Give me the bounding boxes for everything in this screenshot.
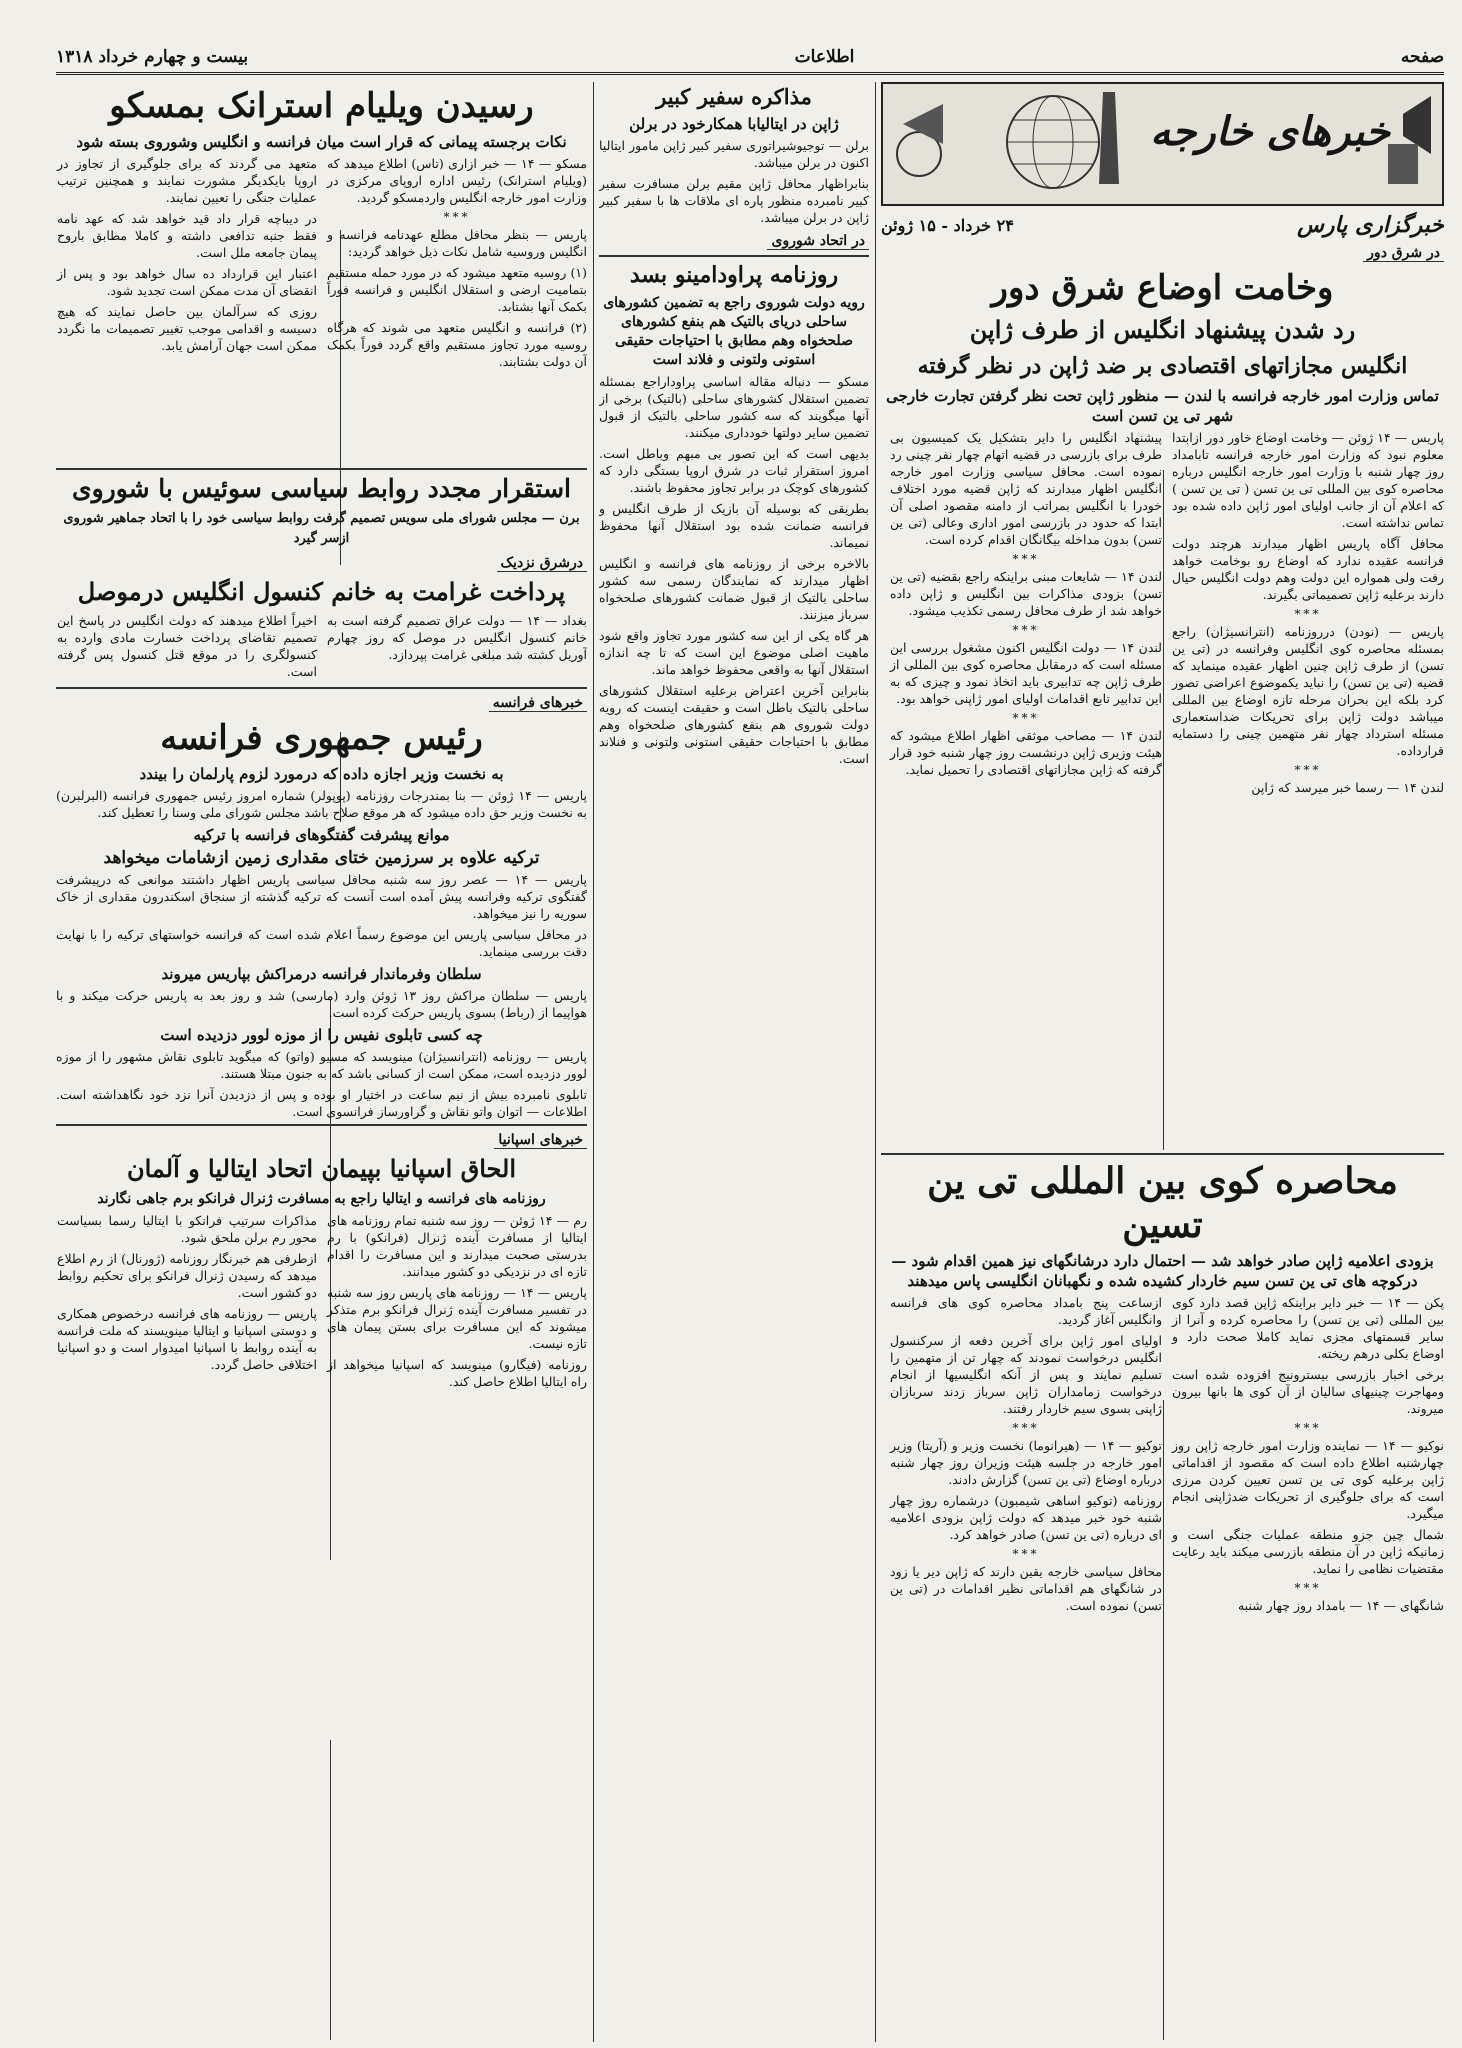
section-label: در اتحاد شوروی	[767, 233, 869, 250]
paragraph: لندن ۱۴ — شایعات مبنی براینکه راجع بقضیه (تی ین تسن) بزودی مذاکرات بین انگلیس و ژاپن داده خواهد شد از طرف محافل رسمی تکذیب میشود.	[890, 569, 1163, 618]
separator: ***	[1294, 1581, 1322, 1595]
paragraph: پاریس — سلطان مراکش روز ۱۳ ژوئن وارد (مارسی) شد و روز بعد به پاریس حرکت میکند و با هواپیما از (رباط) بسوی پاریس حرکت کرده است.	[56, 988, 587, 1020]
separator: ***	[1012, 552, 1040, 566]
paragraph: بنابراظهار محافل ژاپن مقیم برلن مسافرت سفیر کبیر نامبرده منظور پاره ای ملاقات ها با سفیر کبیر ژاپن در برلن میباشد.	[599, 176, 869, 225]
separator: ***	[443, 210, 471, 224]
headline-envoy: مذاکره سفیر کبیر	[656, 84, 812, 109]
subheadline: روزنامه های فرانسه و ایتالیا راجع به مسافرت ژنرال فرانکو برم جاهی نگارند	[97, 1191, 546, 1207]
subheadline: انگلیس مجازاتهای اقتصادی بر ضد ژاپن در نظر گرفته	[917, 353, 1408, 379]
paragraph: پکن — ۱۴ — خبر دایر براینکه ژاپن قصد دارد کوی بین المللی (تی ین تسن) را محاصره کرده و آنرا از سایر قسمتهای مجزی نماید کاملا صحت دارد و اوضاع بکلی درهم ریخته.	[1172, 1295, 1444, 1361]
dateline-row	[881, 212, 1444, 238]
separator: ***	[1294, 1421, 1322, 1435]
paragraph: پاریس — ۱۴ ژوئن — وخامت اوضاع خاور دور ازابتدا معلوم نبود که وزارت امور خارجه فرانسه تابامداد روز چهار شنبه با وزارت امور خارجه انگلیس درباره محاصره کوی بین المللی تی ین تسن ( تی ین تسن ) که اعلام آن از جانب اولیای امور ژاپن داده شده بود تماس نداشته است.	[1172, 430, 1444, 530]
headline-france: رئیس جمهوری فرانسه	[160, 718, 483, 758]
paragraph: اخیراً اطلاع میدهند که دولت انگلیس در پاسخ این تصمیم تقاضای پرداخت خسارت مادی وارده به کنسولگری را در موقع قتل کنسول پس گرفته است.	[57, 613, 317, 679]
section-rule	[881, 1153, 1444, 1155]
paragraph: متعهد می گردند که برای جلوگیری از تجاوز در اروپا بایکدیگر مشورت نمایند و همچنین ترتیب عملیات جنگی را تعیین نمایند.	[57, 156, 317, 205]
article-column	[890, 1294, 1162, 1618]
paragraph: بدیهی است که این تصور بی مبهم وباطل است. امروز استقرار ثبات در شرق اروپا بستگی دارد که کشورهای کوچک در برابر تجاوز محفوظ باشند.	[599, 446, 869, 495]
paragraph: مسکو — دنباله مقاله اساسی پراوداراجع بمسئله تضمین استقلال کشورهای ساحلی (بالتیک) برخی از آنها میگویند که سه کشور ساحلی بالتیک از قبول تضمین سایر دولتها خودداری میکنند.	[599, 374, 869, 440]
headline-tientsin: محاصره کوی بین المللی تی ین تسین	[927, 1160, 1398, 1246]
strang-body	[56, 155, 587, 465]
subheadline: به نخست وزیر اجازه داده که درمورد لزوم پارلمان را بیندد	[139, 765, 504, 783]
paragraph: نوکیو — ۱۴ — نماینده وزارت امور خارجه ژاپن روز چهارشنبه اطلاع داده است که مقصود از اقداماتی ژاپن برعلیه کوی تی ین تسن تعیین کردن مرزی است که برای جلوگیری از تحریکات ضدژاپنی انجام میگیرد.	[1172, 1438, 1444, 1521]
paragraph: بطریقی که بوسیله آن بازیک از طرف انگلیس و فرانسه ضمانت شده بود استقلال آنها محفوظ نمیماند.	[599, 501, 869, 550]
paragraph: تابلوی نامبرده بیش از نیم ساعت در اختیار او بوده و پس از دزدیدن آنرا نزد خود نگاهداشته است. اطلاعات — اتوان واتو نقاش و گراورساز فرانسوی است.	[56, 1087, 587, 1119]
section-rule	[56, 1124, 587, 1126]
subheadline: چه کسی تابلوی نفیس را از موزه لوور دزدیده است	[160, 1026, 483, 1044]
paragraph: بغداد — ۱۴ — دولت عراق تصمیم گرفته است به خانم کنسول انگلیس در موصل که روز چهارم آوریل کشته شد مبلغی غرامت بپردازد.	[327, 613, 587, 662]
foreign-news-banner	[881, 82, 1444, 206]
subheadline: سلطان وفرماندار فرانسه درمراکش بپاریس میروند	[161, 965, 482, 983]
paragraph: پاریس — ۱۴ — روزنامه های پاریس روز سه شنبه در تفسیر مسافرت آینده ژنرال فرانکو برم متذکر میشوند که این مسافرت برای بستن پیمان های تازه نیست.	[327, 1285, 587, 1351]
separator: ***	[1012, 711, 1040, 725]
section-rule	[599, 255, 869, 257]
subheadline: نکات برجسته پیمانی که قرار است میان فرانسه و انگلیس وشوروی بسته شود	[76, 133, 567, 151]
article-column	[57, 155, 317, 465]
section-label: خبرهای اسپانیا	[494, 1132, 587, 1149]
headline-strang: رسیدن ویلیام استرانک بمسکو	[109, 86, 534, 126]
paragraph: لندن ۱۴ — رسما خبر میرسد که ژاپن	[1251, 780, 1444, 795]
subheadline: رویه دولت شوروی راجع به تضمین کشورهای ساحلی دریای بالتیک هم بنفع کشورهای صلحخواه وهم مطابق با احتیاجات حقیقی استونی ولتونی و فلاند است	[603, 295, 865, 368]
paragraph: بنابراین آخرین اعتراض برعلیه استقلال کشورهای ساحلی بالتیک باطل است و حقیقت اینست که رویه دولت شوروی هم بنفع کشورهای صلحخواه وهم مطابق با احتیاجات حقیقی استونی ولتونی و فنلاند است.	[599, 683, 869, 766]
subheadline: رد شدن پیشنهاد انگلیس از طرف ژاپن	[969, 315, 1356, 344]
article-column	[57, 612, 317, 684]
paragraph: محافل سیاسی خارجه یقین دارند که ژاپن دیر یا زود در شانگهای هم اقداماتی نظیر اقدامات در (تی ین تسن) نموده است.	[890, 1564, 1162, 1613]
foreign-news-section	[881, 82, 1444, 2042]
spain-body	[56, 1212, 587, 1394]
paragraph: لندن ۱۴ — دولت انگلیس اکنون مشغول بررسی این مسئله است که درمقابل محاصره کوی بین المللی از طرف ژاپن چه تدابیری باید اتخاذ نمود و چیزی که به این تدابیر تابع اقدامات اولیای امور ژاپنی خواهد بود.	[890, 640, 1162, 706]
column-rule	[875, 82, 876, 2042]
masthead	[56, 42, 1444, 75]
separator: ***	[1294, 607, 1322, 621]
article-column	[57, 1212, 317, 1394]
subheadline: ترکیه علاوه بر سرزمین ختای مقداری زمین ازشامات میخواهد	[103, 848, 540, 868]
headline-spain: الحاق اسپانیا بپیمان اتحاد ایتالیا و آلمان	[126, 1154, 517, 1183]
section-label: در شرق دور	[1363, 245, 1444, 262]
paragraph: روزنامه (توکیو اساهی شیمبون) درشماره روز چهار شنبه خود خبر میدهد که دولت ژاپن بزودی اعلامیه ای درباره (تی ین تسن) صادر خواهد کرد.	[890, 1493, 1162, 1542]
column-rule	[593, 82, 594, 2042]
article-column	[327, 155, 587, 465]
separator: ***	[1012, 1421, 1040, 1435]
paragraph: در دیباچه قرار داد قید خواهد شد که عهد نامه فقط جنبه تدافعی داشته و کاملا مطابق باروح پیمان جامعه ملل است.	[57, 211, 317, 260]
paragraph: در محافل سیاسی پاریس این موضوع رسماً اعلام شده است که فرانسه خواستهای ترکیه را با نهایت دقت بررسی مینماید.	[56, 927, 587, 959]
dateline: ۲۴ خرداد - ۱۵ ژوئن	[881, 215, 1014, 235]
subheadline: ژاپن در ایتالیابا همکارخود در برلن	[629, 115, 839, 133]
headline-far-east: وخامت اوضاع شرق دور	[991, 268, 1334, 308]
middle-column	[599, 82, 869, 2042]
mosul-body	[56, 612, 587, 684]
paragraph: پاریس — (نودن) درروزنامه (انترانسیژان) راجع بمسئله محاصره کوی انگلیس وفرانسه در (تی ین تسن) از طرف ژاپن چنین اظهار عقیده مینماید که قضیه (تی ین تسن) را نباید یکموضوع اعراضی تصور کرد بلکه این بحران مرحله تازه اوضاع بین المللی میباشد دولت ژاپن برای تحریکات ضداستعماری مسئله استرداد چهار نفر متهمین چینی را دستمایه قرارداده.	[1172, 624, 1444, 758]
article-column	[1172, 1294, 1444, 1618]
article-column	[327, 612, 587, 684]
paragraph: پیشنهاد انگلیس را دایر بتشکیل یک کمیسیون بی طرف برای بازرسی در قضیه اتهام چهار نفر چینی رد نموده است. محافل سیاسی وزارت امور خارجه انگلیس اظهار میدارند که ژاپن قضیه مورد اختلاف خودرا با انگلیس بمراتب از دامنه مقصود اصلی آن ابتدا که حدود در بازرسی امور اداری وعالی (تی ین تسن) بدون مداخله بیگانگان اقدام کرده است.	[890, 430, 1162, 547]
left-section	[56, 82, 587, 2042]
tientsin-body	[881, 1294, 1444, 1618]
paragraph: روزنامه (فیگارو) مینویسد که اسپانیا میخواهد از راه ایتالیا اطلاع حاصل کند.	[327, 1357, 587, 1389]
section-rule	[56, 687, 587, 689]
paragraph: ازطرفی هم خبرنگار روزنامه (ژورنال) از رم اطلاع میدهد که رسیدن ژنرال فرانکو برای تحکیم روابط دو کشور است.	[57, 1251, 317, 1300]
article-column	[327, 1212, 587, 1394]
article-column	[890, 429, 1162, 1149]
subheadline: موانع پیشرفت گفتگوهای فرانسه با ترکیه	[193, 826, 450, 844]
paragraph: هر گاه یکی از این سه کشور مورد تجاوز واقع شود ماهیت اصلی موضوع این است که تا چه اندازه استقلال آنها به واقعی محفوظ خواهد ماند.	[599, 628, 869, 677]
subheadline: تماس وزارت امور خارجه فرانسه با لندن — منظور ژاپن تحت نظر گرفتن تجارت خارجی شهر تی ین تسن است	[886, 387, 1439, 425]
section-label: درشرق نزدیک	[497, 555, 587, 572]
banner-title: خبرهای خارجه	[1150, 108, 1390, 155]
section-rule	[56, 468, 587, 470]
section-label: خبرهای فرانسه	[489, 695, 587, 712]
paragraph: پاریس — ۱۴ — عصر روز سه شنبه محافل سیاسی پاریس اظهار داشتند موانعی که درپیشرفت گفتگوی ترکیه وفرانسه پیش آمده است آنست که ترکیه گذشته از سنجاق اسکندرون مقداری از خاک سوریه را نیز میخواهد.	[56, 872, 587, 921]
headline-swiss: استقرار مجدد روابط سیاسی سوئیس با شوروی	[72, 474, 571, 503]
paragraph: برخی اخبار بازرسی بیسترونیج افزوده شده است ومهاجرت چینیهای سالیان از آن کوی ها بانها بیرون میروند.	[1172, 1367, 1444, 1416]
headline-mosul: پرداخت غرامت به خانم کنسول انگلیس درموصل	[77, 577, 566, 606]
separator: ***	[1012, 623, 1040, 637]
paragraph: شانگهای — ۱۴ — بامداد روز چهار شنبه	[1237, 1598, 1444, 1613]
paragraph: اعتبار این قرارداد ده سال خواهد بود و پس از انقضای آن مدت ممکن است تجدید شود.	[57, 266, 317, 298]
paragraph: مذاکرات سرتیپ فرانکو با ایتالیا رسما بسیاست محور رم برلن ملحق شود.	[57, 1213, 317, 1245]
paragraph: ازساعت پنج بامداد محاصره کوی های فرانسه وانگلیس آغاز گردید.	[890, 1295, 1162, 1327]
headline-pravda: روزنامه پراودامینو بسد	[629, 262, 839, 288]
paragraph: محافل آگاه پاریس اظهار میدارند هرچند دولت فرانسه عقیده ندارد که اوضاع رو بوخامت خواهد رفت ولی همواره این دولت وهم دولت انگلیس حیال دارند برعلیه ژاپن تصمیماتی بگیرند.	[1172, 536, 1444, 602]
separator: ***	[1294, 763, 1322, 777]
paragraph: روزی که سرآلمان بین حاصل نمایند که هیچ دسیسه و اقدامی موجب تغییر تصمیمات ما نگردد ممکن است جهان آرامش یابد.	[57, 304, 317, 353]
paragraph: (۲) فرانسه و انگلیس متعهد می شوند که هرگاه روسیه مورد تجاوز مستقیم واقع گردد فوراً بکمک آن دولت بشتابند.	[327, 320, 587, 369]
paragraph: پاریس — روزنامه های فرانسه درخصوص همکاری و دوستی اسپانیا و ایتالیا مینویسند که ملت فرانسه به آینده روابط با اسپانیا امیدوار است و دو اسپانیا اختلافی حاصل گردد.	[57, 1306, 317, 1372]
far-east-body	[881, 429, 1444, 1149]
separator: ***	[1012, 1547, 1040, 1561]
paper-name: اطلاعات	[794, 47, 855, 67]
paragraph: بالاخره برخی از روزنامه های فرانسه و انگلیس اظهار میدارند که نمایندگان رسمی سه کشور ساحلی بالتیک از قبول ضمانت کشورهای صلحخواه سرباز میزنند.	[599, 556, 869, 622]
paragraph: پاریس — روزنامه (انترانسیژان) مینویسد که مسیو (واتو) که میگوید تابلوی نقاش مشهور را از موزه لوور دزدیده است، ممکن است از کسانی باشد که به جنون مبتلا هستند.	[56, 1049, 587, 1081]
paragraph: رم — ۱۴ ژوئن — روز سه شنبه تمام روزنامه های ایتالیا از مسافرت آینده ژنرال (فرانکو) با رم بدرستی صحبت میدارند و این مسافرت را اقدام تازه ای در نزدیکی دو کشور میدانند.	[327, 1213, 587, 1279]
paragraph: برلن — توجیوشیراتوری سفیر کبیر ژاپن مامور ایتالیا اکنون در برلن میباشد.	[599, 138, 869, 170]
paragraph: توکیو — ۱۴ — (هیرانوما) نخست وزیر و (آریتا) وزیر امور خارجه در جلسه هیئت وزیران روز چهار شنبه درباره اوضاع (تی ین تسن) گزارش دادند.	[890, 1438, 1162, 1487]
paragraph: شمال چین جزو منطقه عملیات جنگی است و زمانیکه ژاپن در آن منطقه بازرسی میکند باید رعایت مقتضیات نظامی را نماید.	[1172, 1527, 1444, 1576]
agency-name: خبرگزاری پارس	[1297, 212, 1444, 238]
paragraph: لندن ۱۴ — مصاحب موثقی اظهار اطلاع میشود که هیئت وزیری ژاپن درنشست روز چهار شنبه خود قرار گرفته که ژاپن مجازاتهای اقتصادی را تحمیل نماید.	[890, 728, 1162, 777]
subheadline: بزودی اعلامیه ژاپن صادر خواهد شد — احتمال دارد درشانگهای نیز همین اقدام شود — درکوچه های تی ین تسن سیم خاردار کشیده شده و نگهبانان انگلیسی پاس میدهند	[891, 1252, 1434, 1290]
article-column	[1172, 429, 1444, 1149]
paragraph: (۱) روسیه متعهد میشود که در مورد حمله مستقیم بتمامیت ارضی و استقلال انگلیس و فرانسه فوراً بکمک آنها بشتابد.	[327, 265, 587, 314]
page-label: صفحه	[1400, 47, 1444, 67]
paragraph: اولیای امور ژاپن برای آخرین دفعه از سرکنسول انگلیس درخواست نمودند که چهار تن از متهمین را تسلیم نمایند و پس از آنکه انگلیسیها از انجام درخواست زمامداران ژاپن سرباز زدند سربازان ژاپنی بسوی سیم خاردار رفتند.	[890, 1333, 1162, 1416]
issue-date: بیست و چهارم خرداد ۱۳۱۸	[56, 47, 249, 67]
paragraph: پاریس — بنظر محافل مطلع عهدنامه فرانسه و انگلیس وروسیه شامل نکات ذیل خواهد گردید:	[327, 227, 587, 259]
paragraph: مسکو — ۱۴ — خبر ازاری (تاس) اطلاع میدهد که (ویلیام استرانک) رئیس اداره اروپای مرکزی در وزارت امور خارجه انگلیس واردمسکو گردید.	[327, 156, 587, 205]
subheadline: برن — مجلس شورای ملی سویس تصمیم گرفت روابط سیاسی خود را با اتحاد جماهیر شوروی ازسر گیرد	[63, 511, 580, 546]
paragraph: پاریس — ۱۴ ژوئن — بنا بمندرجات روزنامه (پوپولر) شماره امروز رئیس جمهوری فرانسه (البرلبرن) به نخست وزیر حق داده میشود که هر موقع صلاح باشد مجلس شورای ملی وسنا را تعطیل کند.	[56, 788, 587, 820]
